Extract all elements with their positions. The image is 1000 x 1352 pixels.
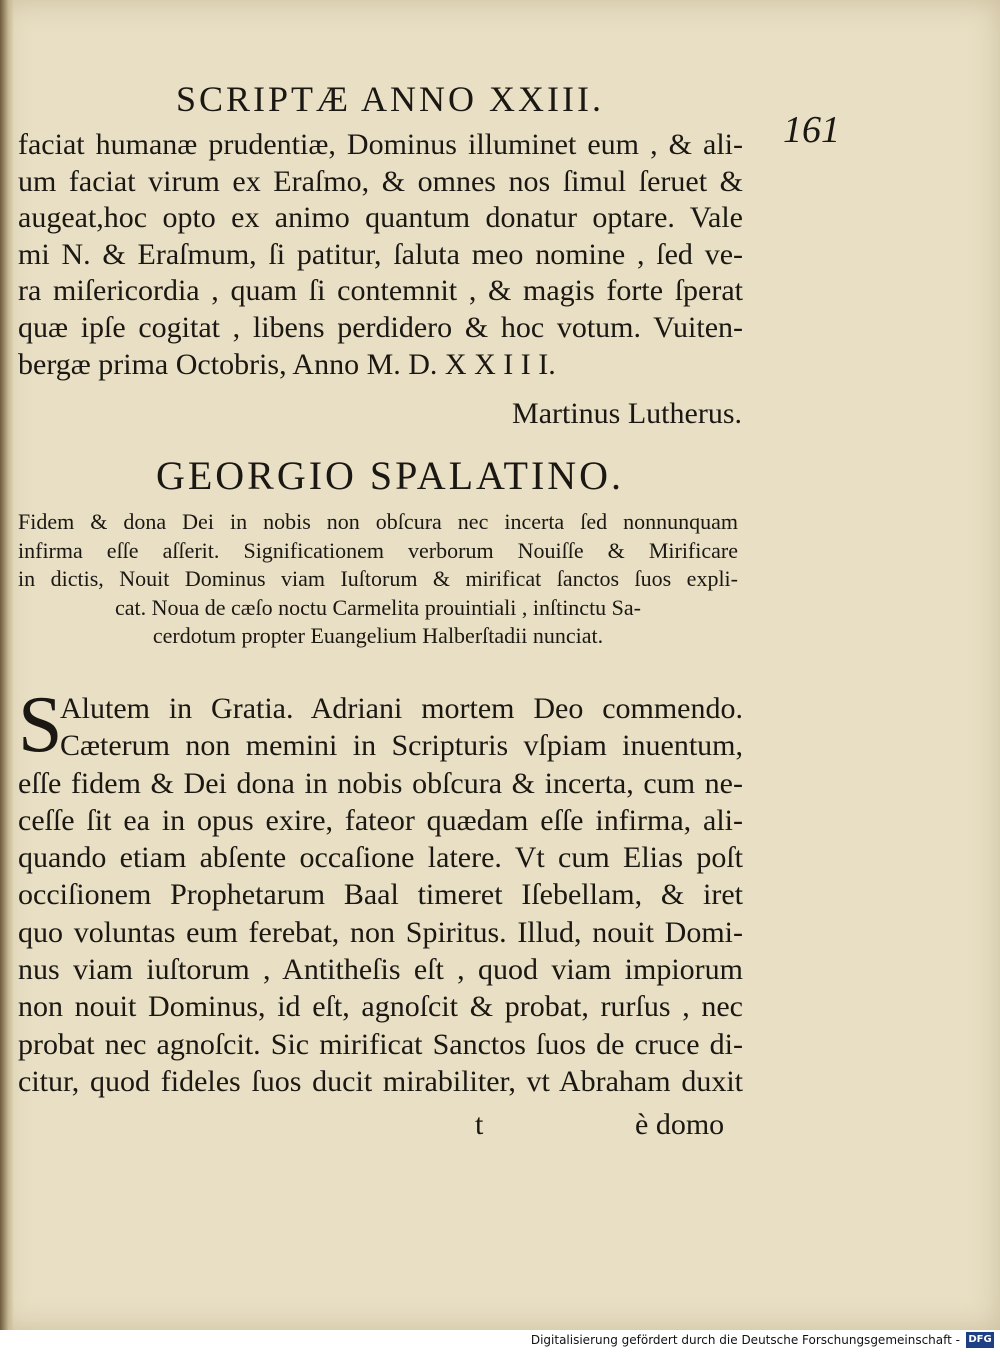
summary-line: in dictis, Nouit Dominus viam Iuſtorum & mirificat ſanctos ſuos expli- [18,566,738,591]
text-line: ceſſe ſit ea in opus exire, fateor quædam eſſe infirma, ali- [18,803,743,837]
text-line: Cæterum non memini in Scripturis vſpiam inuentum, [60,729,743,763]
text-line: um faciat virum ex Eraſmo, & omnes nos ſimul ſeruet & [18,164,743,198]
page-number: 161 [783,109,840,151]
text-line: Alutem in Gratia. Adriani mortem Deo commendo. [60,692,743,725]
text-line: mi N. & Eraſmum, ſi patitur, ſaluta meo nomine , ſed ve- [18,237,743,271]
signature-mark: t [475,1108,484,1141]
text-line: quo voluntas eum ferebat, non Spiritus. Illud, nouit Domi- [18,915,743,949]
text-line: occiſionem Prophetarum Baal timeret Iſebellam, & iret [18,878,743,912]
summary-line: cerdotum propter Euangelium Halberſtadii nunciat. [152,623,604,648]
summary-line: infirma eſſe aſſerit. Significationem verborum Nouiſſe & Mirificare [18,537,738,563]
text-line: quæ ipſe cogitat , libens perdidero & hoc votum. Vuiten- [18,310,743,344]
text-line: eſſe fidem & Dei dona in nobis obſcura & incerta, cum ne- [18,766,743,800]
letter-heading: GEORGIO SPALATINO. [155,453,625,498]
drop-cap: S [18,681,63,769]
text-line: bergæ prima Octobris, Anno M. D. X X I I I. [18,347,556,381]
text-line: nus viam iuſtorum , Antitheſis eſt , quod viam impiorum [18,953,743,987]
running-head: SCRIPTÆ ANNO XXIII. [175,79,605,119]
text-line: quando etiam abſente occaſione latere. Vt cum Elias poſt [18,841,743,875]
text-line: faciat humanæ prudentiæ, Dominus illuminet eum , & ali- [18,128,743,161]
text-line: non nouit Dominus, id eſt, agnoſcit & probat, rurſus , nec [18,990,743,1024]
letter-signature: Martinus Lutherus. [512,397,742,430]
dfg-logo: DFG [966,1332,994,1348]
text-line: augeat,hoc opto ex animo quantum donatur optare. Vale [18,201,743,235]
text-line: citur, quod fideles ſuos ducit mirabiliter, vt Abraham duxit [18,1064,743,1098]
footer-credit: Digitalisierung gefördert durch die Deutsche Forschungsgemeinschaft - [530,1333,960,1347]
letter-summary [18,508,738,651]
letter-text-continued [18,127,743,383]
text-line: ra miſericordia , quam ſi contemnit , & magis forte ſperat [18,274,743,308]
summary-line: Fidem & dona Dei in nobis non obſcura nec incerta ſed nonnunquam [18,509,738,534]
summary-line: cat. Noua de cæſo noctu Carmelita prouintiali , inſtinctu Sa- [114,594,642,620]
letter-body [18,681,743,1100]
catchword: è domo [635,1108,725,1141]
text-line: probat nec agnoſcit. Sic mirificat Sanctos ſuos de cruce di- [18,1027,743,1061]
footer-bar [0,1330,1000,1352]
